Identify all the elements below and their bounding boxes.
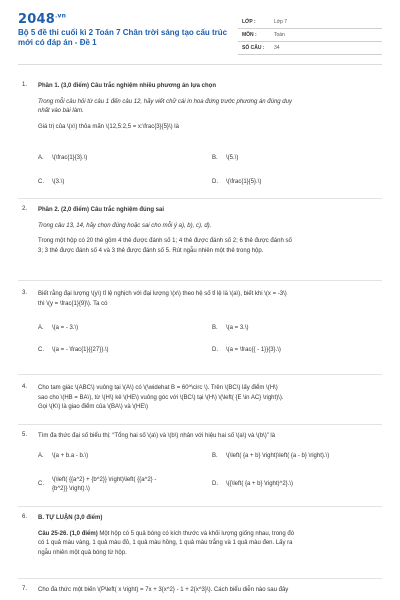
meta-value: Lớp 7 bbox=[274, 19, 288, 25]
meta-row-class bbox=[238, 16, 382, 29]
question-body bbox=[38, 290, 378, 309]
question-3 bbox=[18, 290, 382, 370]
question-stem: Một hộp có 5 quả bóng có kích thước và khối lượng giống nhau, trong đó bbox=[97, 530, 295, 537]
option-d[interactable]: D. \({\left( {a + b} \right)^2}.\) bbox=[212, 481, 294, 487]
question-divider bbox=[18, 374, 382, 375]
instruction-line: Trong mỗi câu hỏi từ câu 1 đến câu 12, hãy viết chữ cái in hoa đứng trước phương án đúng duy bbox=[38, 98, 292, 105]
meta-row-count bbox=[238, 42, 382, 55]
option-b[interactable]: B. \(5.\) bbox=[212, 155, 239, 161]
question-divider bbox=[18, 424, 382, 425]
question-stem: Gọi \(K\) là giao điểm của \(BA\) và \(HE\) bbox=[38, 404, 149, 410]
meta-key: MÔN : bbox=[242, 32, 257, 38]
question-number: 3. bbox=[22, 290, 28, 296]
question-number: 6. bbox=[22, 514, 28, 520]
option-c[interactable]: C. \(3.\) bbox=[38, 179, 65, 185]
question-body bbox=[38, 514, 378, 558]
question-divider bbox=[18, 280, 382, 281]
sub-heading: Câu 25-26. (1,0 điểm) bbox=[38, 530, 98, 537]
meta-row-subject bbox=[238, 29, 382, 42]
question-body bbox=[38, 432, 378, 442]
document-header bbox=[18, 10, 382, 54]
question-1 bbox=[18, 82, 382, 200]
question-body bbox=[38, 586, 378, 596]
instruction-line: nhất vào bài làm. bbox=[38, 108, 84, 114]
question-number: 4. bbox=[22, 384, 28, 390]
meta-value: Toán bbox=[274, 32, 285, 38]
meta-key: LỚP : bbox=[242, 19, 256, 25]
question-number: 7. bbox=[22, 586, 28, 592]
option-c[interactable]: C. \(a = - \frac{1}{{27}}.\) bbox=[38, 347, 109, 353]
site-logo[interactable]: $2048^{.vn}$ bbox=[18, 12, 67, 27]
option-a[interactable]: A. \(\frac{1}{3}.\) bbox=[38, 155, 88, 161]
question-number: 1. bbox=[22, 82, 28, 88]
question-4 bbox=[18, 384, 382, 424]
question-stem: sao cho \(HB = BA\), từ \(H\) kẻ \(HE\) vuông góc với \(BC\) tại \(H\) \(\left( {E \in AC} \right)\). bbox=[38, 394, 284, 401]
question-body bbox=[38, 384, 378, 413]
question-stem: Biết rằng đại lượng \(y\) tỉ lệ nghịch với đại lượng \(x\) theo hệ số tỉ lệ là \(a\), biết khi \(x = -3\) bbox=[38, 291, 287, 297]
question-body bbox=[38, 82, 378, 132]
page-title: Bộ 5 đề thi cuối kì 2 Toán 7 Chân trời sáng tạo cấu trúc mới có đáp án - Đề 1 bbox=[18, 28, 228, 47]
question-7 bbox=[18, 586, 382, 600]
question-stem: có 1 quả màu vàng, 1 quả màu đỏ, 1 quả màu hồng, 1 quả màu trắng và 1 quả màu đen. Lấy ra bbox=[38, 540, 293, 546]
question-stem: Trong một hộp có 20 thẻ gồm 4 thẻ được đánh số 1; 4 thẻ được đánh số 2; 6 thẻ được đánh số bbox=[38, 238, 292, 244]
question-stem bbox=[38, 530, 378, 540]
question-stem: 3; 3 thẻ được đánh số 4 và 3 thẻ được đánh số 5. Rút ngẫu nhiên một thẻ trong hộp. bbox=[38, 247, 264, 254]
section-heading: Phần 1. (3,0 điểm) Câu trắc nghiệm nhiều phương án lựa chọn bbox=[38, 83, 216, 89]
question-number: 2. bbox=[22, 206, 28, 212]
question-2 bbox=[18, 206, 382, 276]
section-heading: B. TỰ LUẬN (3,0 điểm) bbox=[38, 515, 103, 521]
question-divider bbox=[18, 578, 382, 579]
option-d[interactable]: D. \(\frac{1}{5}.\) bbox=[212, 179, 262, 185]
header-divider bbox=[18, 64, 382, 65]
option-a[interactable]: A. \(a = - 3.\) bbox=[38, 325, 79, 331]
question-stem: Giá trị của \(x\) thỏa mãn \(12,5:2,5 = x:\frac{3}{5}\) là bbox=[38, 123, 179, 130]
meta-key: SỐ CÂU : bbox=[242, 45, 265, 51]
option-d[interactable]: D. \(a = \frac{{ - 1}}{3}.\) bbox=[212, 347, 281, 353]
option-b[interactable]: B. \(a = 3.\) bbox=[212, 325, 249, 331]
question-stem: Cho tam giác \(ABC\) vuông tại \(A\) có \(\widehat B = 60^\circ \). Trên \(BC\) lấy điểm \(H\) bbox=[38, 385, 278, 391]
meta-table bbox=[238, 16, 382, 55]
section-heading: Phần 2. (2,0 điểm) Câu trắc nghiệm đúng sai bbox=[38, 207, 165, 213]
question-divider bbox=[18, 506, 382, 507]
instruction-line: Trong câu 13, 14, hãy chọn đúng hoặc sai cho mỗi ý a), b), c), d). bbox=[38, 222, 212, 229]
question-stem: ngẫu nhiên một quả bóng từ hộp. bbox=[38, 549, 127, 556]
question-5 bbox=[18, 432, 382, 502]
question-stem: Tìm đa thức đại số biểu thị: “Tổng hai số \(a\) và \(b\) nhân với hiệu hai số \(a\) và \(b\)” là bbox=[38, 433, 276, 439]
option-c[interactable]: C. \(\left( {{a^2} + {b^2}} \right)\left( {{a^2} - {b^2}} \right).\) bbox=[38, 477, 157, 492]
meta-value: 34 bbox=[274, 45, 280, 51]
question-body bbox=[38, 206, 378, 256]
question-stem: Cho đa thức một biến \(P\left( x \right) = 7x + 3{x^2} - 1 + 2{x^3}\). Cách biểu diễn nào sau đây bbox=[38, 587, 289, 593]
option-b[interactable]: B. \(\left( {a + b} \right)\left( {a - b} \right).\) bbox=[212, 453, 330, 459]
question-divider bbox=[18, 198, 382, 199]
option-a[interactable]: A. \(a + b.a - b.\) bbox=[38, 453, 89, 459]
question-stem: thì \(y = \frac{1}{9}\). Ta có bbox=[38, 300, 108, 307]
question-6 bbox=[18, 514, 382, 574]
question-number: 5. bbox=[22, 432, 28, 438]
